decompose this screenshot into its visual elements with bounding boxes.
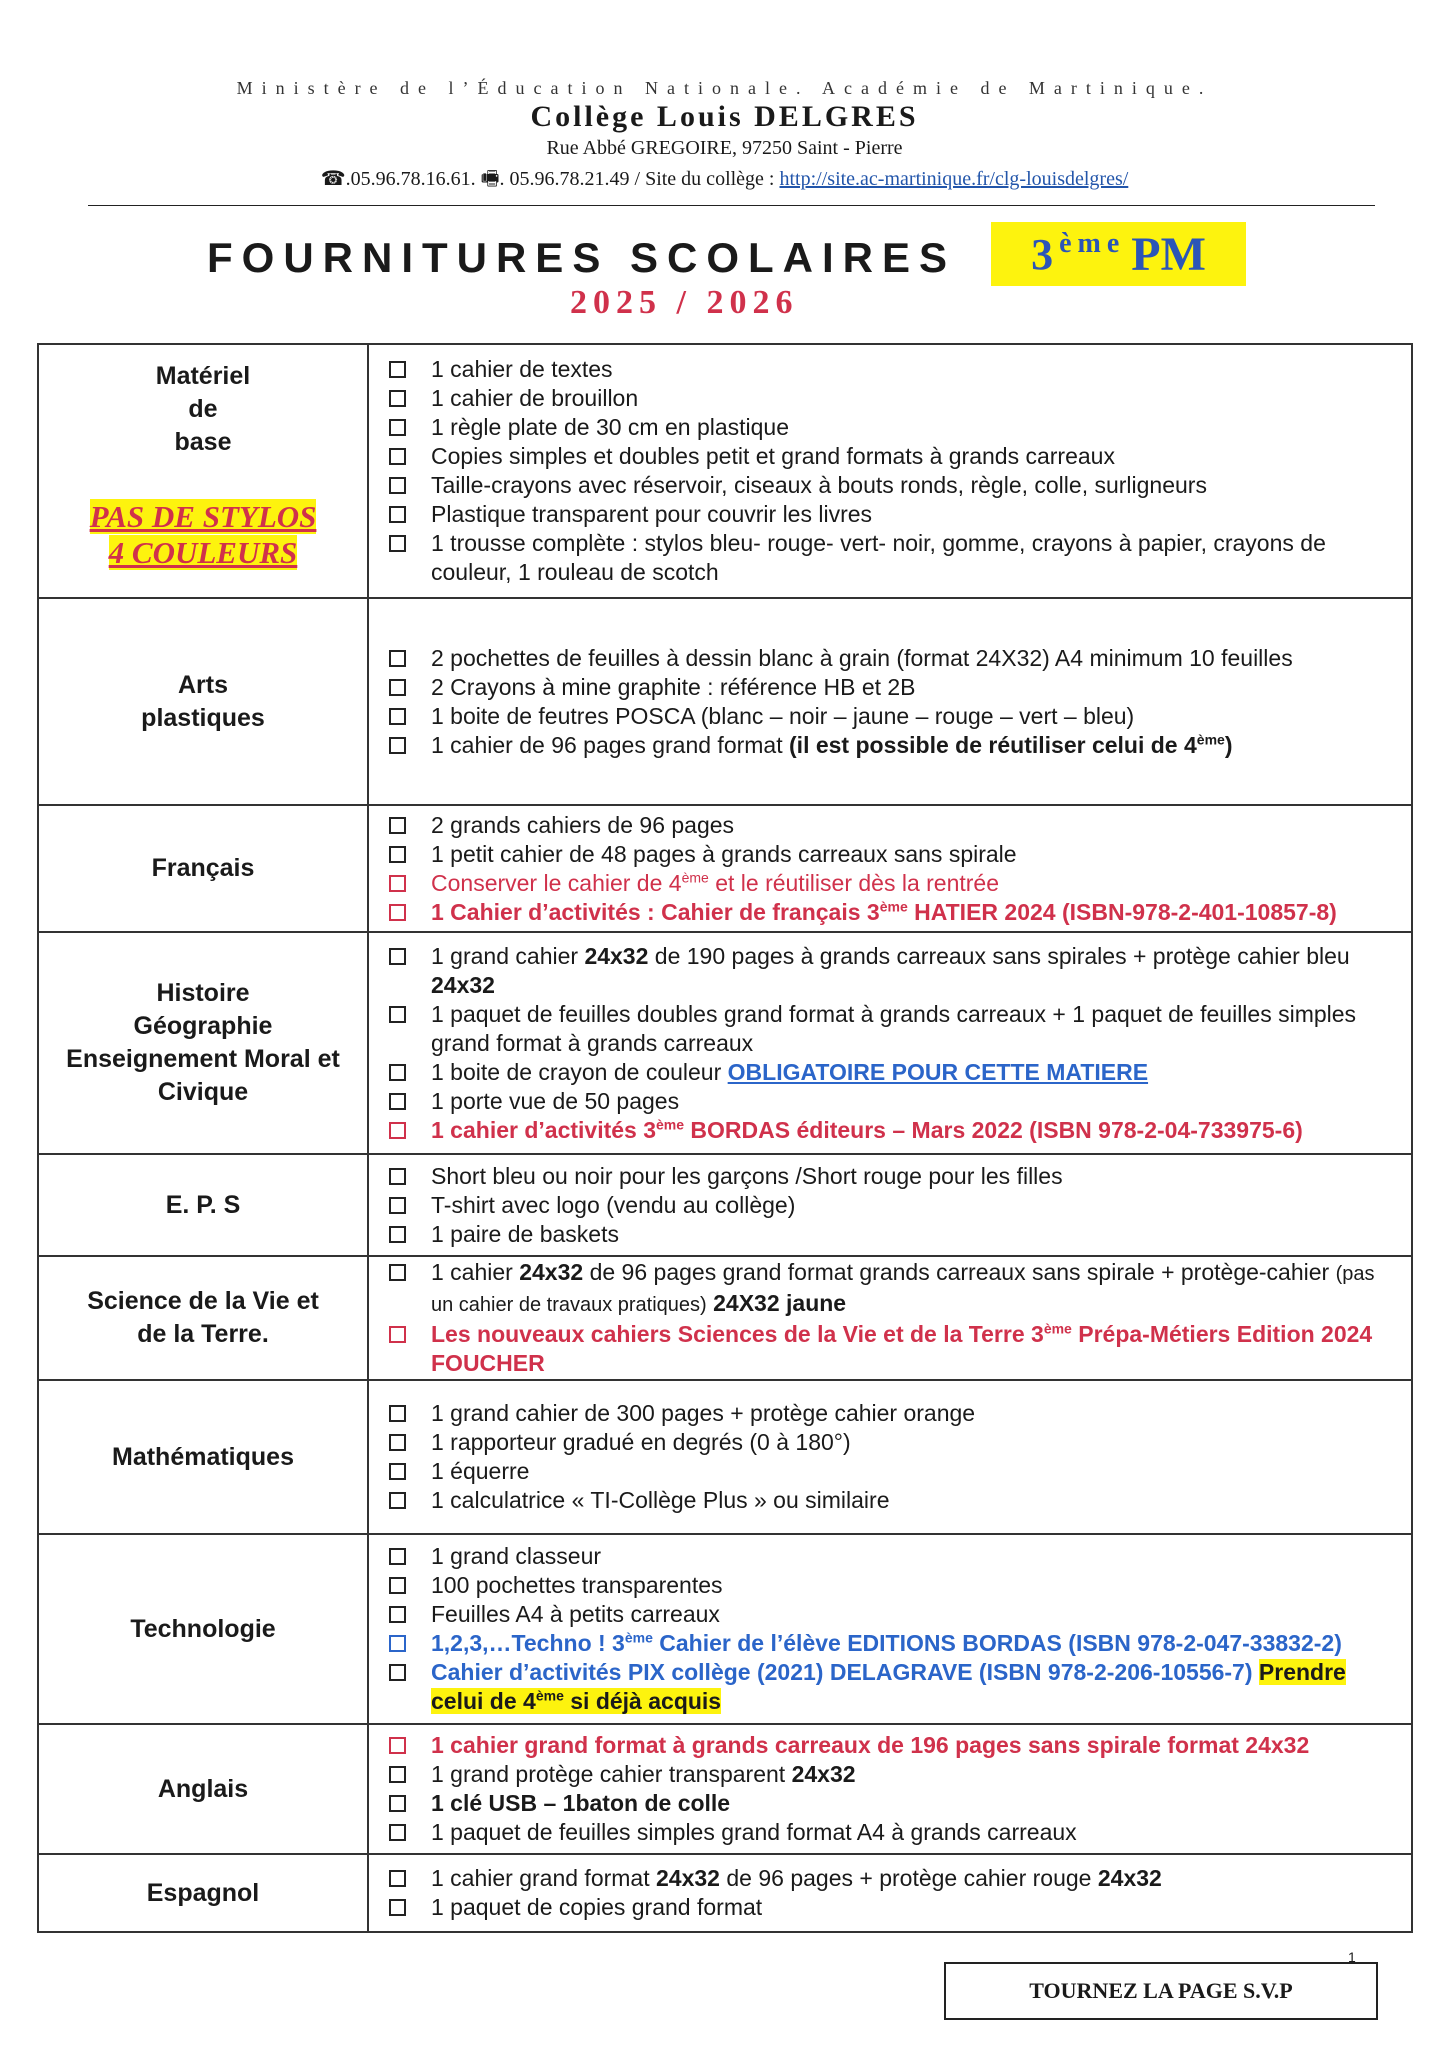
checkbox[interactable]: [389, 1326, 406, 1343]
checkbox[interactable]: [389, 1824, 406, 1841]
subject-line: Géographie: [133, 1012, 273, 1040]
list-item: 1 rapporteur gradué en degrés (0 à 180°): [369, 1428, 1411, 1457]
list-item: Conserver le cahier de 4ème et le réutiliser dès la rentrée: [369, 869, 1411, 898]
checkbox[interactable]: [389, 1264, 406, 1281]
row-francais: [38, 805, 1412, 932]
list-item: 1 calculatrice « TI-Collège Plus » ou similaire: [369, 1486, 1411, 1515]
site-link[interactable]: http://site.ac-martinique.fr/clg-louisdelgres/: [779, 168, 1129, 190]
list-item: T-shirt avec logo (vendu au collège): [369, 1191, 1411, 1220]
subject-maths: Mathématiques: [38, 1380, 368, 1534]
checkbox[interactable]: [389, 846, 406, 863]
list-item: 1 cahier de brouillon: [369, 384, 1411, 413]
phone-number: ☎.05.96.78.16.61.: [320, 168, 476, 190]
items-arts-plastiques: [368, 598, 1412, 805]
checkbox[interactable]: [389, 1492, 406, 1509]
row-maths: [38, 1380, 1412, 1534]
checkbox[interactable]: [389, 1766, 406, 1783]
items-materiel-base: [368, 344, 1412, 598]
list-item: 1 règle plate de 30 cm en plastique: [369, 413, 1411, 442]
list-item: 1 cahier de textes: [369, 355, 1411, 384]
school-year: 2025 / 2026: [570, 284, 799, 321]
row-materiel-base: [38, 344, 1412, 598]
subject-line: de la Terre.: [137, 1320, 269, 1348]
list-item: Taille-crayons avec réservoir, ciseaux à bouts ronds, règle, colle, surligneurs: [369, 471, 1411, 500]
list-item: 2 pochettes de feuilles à dessin blanc à grain (format 24X32) A4 minimum 10 feuilles: [369, 644, 1411, 673]
checkbox[interactable]: [389, 1870, 406, 1887]
checkbox[interactable]: [389, 477, 406, 494]
list-item: 1 paquet de feuilles simples grand format A4 à grands carreaux: [369, 1818, 1411, 1847]
subject-francais: Français: [38, 805, 368, 932]
items-espagnol: [368, 1854, 1412, 1932]
list-item: 1 grand protège cahier transparent 24x32: [369, 1760, 1411, 1789]
list-item: 1 grand cahier 24x32 de 190 pages à grands carreaux sans spirales + protège cahier bleu 24x32: [369, 942, 1411, 1000]
subject-line: de: [188, 395, 218, 423]
items-maths: [368, 1380, 1412, 1534]
subject-line: base: [174, 428, 232, 456]
site-label: / Site du collège :: [629, 168, 780, 190]
checkbox[interactable]: [389, 817, 406, 834]
list-item: 1 paquet de feuilles doubles grand format à grands carreaux + 1 paquet de feuilles simples grand format à grands carreaux: [369, 1000, 1411, 1058]
row-espagnol: [38, 1854, 1412, 1932]
list-item: 1 grand classeur: [369, 1542, 1411, 1571]
checkbox[interactable]: [389, 506, 406, 523]
checkbox[interactable]: [389, 1197, 406, 1214]
list-item: Copies simples et doubles petit et grand formats à grands carreaux: [369, 442, 1411, 471]
grade-class: PM: [1131, 227, 1206, 281]
mandatory-note: OBLIGATOIRE POUR CETTE MATIERE: [727, 1058, 1149, 1085]
checkbox[interactable]: [389, 361, 406, 378]
checkbox[interactable]: [389, 948, 406, 965]
checkbox[interactable]: [389, 1168, 406, 1185]
checkbox[interactable]: [389, 875, 406, 892]
checkbox[interactable]: [389, 1405, 406, 1422]
checkbox[interactable]: [389, 1635, 406, 1652]
subject-line: plastiques: [141, 703, 265, 732]
checkbox[interactable]: [389, 1795, 406, 1812]
subject-line: Matériel: [155, 362, 251, 390]
page-number: 1: [1348, 1949, 1356, 1965]
ministere-line: Ministère de l’Éducation Nationale. Académie de Martinique.: [236, 78, 1213, 98]
subject-arts-plastiques: [38, 598, 368, 805]
subject-technologie: Technologie: [38, 1534, 368, 1724]
checkbox[interactable]: [389, 1737, 406, 1754]
checkbox[interactable]: [389, 1064, 406, 1081]
subject-anglais: Anglais: [38, 1724, 368, 1854]
list-item: 2 Crayons à mine graphite : référence HB et 2B: [369, 673, 1411, 702]
header-divider: [88, 205, 1375, 206]
checkbox[interactable]: [389, 535, 406, 552]
supplies-table: [37, 343, 1413, 1933]
college-address: Rue Abbé GREGOIRE, 97250 Saint - Pierre: [546, 137, 903, 159]
checkbox[interactable]: [389, 448, 406, 465]
row-anglais: [38, 1724, 1412, 1854]
subject-line: Enseignement Moral et: [66, 1045, 340, 1073]
checkbox[interactable]: [389, 1899, 406, 1916]
subject-materiel-base: [38, 344, 368, 598]
list-item: 1 Cahier d’activités : Cahier de français 3ème HATIER 2024 (ISBN-978-2-401-10857-8): [369, 898, 1411, 927]
subject-espagnol: Espagnol: [38, 1854, 368, 1932]
page-title: FOURNITURES SCOLAIRES: [207, 234, 957, 281]
list-item: 1 clé USB – 1baton de colle: [369, 1789, 1411, 1818]
subject-line: Civique: [157, 1078, 249, 1106]
subject-eps: E. P. S: [38, 1154, 368, 1256]
subject-line: Science de la Vie et: [87, 1287, 319, 1315]
checkbox[interactable]: [389, 419, 406, 436]
checkbox[interactable]: [389, 650, 406, 667]
checkbox[interactable]: [389, 390, 406, 407]
checkbox[interactable]: [389, 1006, 406, 1023]
list-item: 1 cahier de 96 pages grand format (il est possible de réutiliser celui de 4ème): [369, 731, 1411, 760]
checkbox[interactable]: [389, 1548, 406, 1565]
subject-line: Arts: [177, 670, 228, 699]
row-histoire-geo: [38, 932, 1412, 1154]
row-technologie: [38, 1534, 1412, 1724]
list-item: 100 pochettes transparentes: [369, 1571, 1411, 1600]
list-item: 1 cahier grand format 24x32 de 96 pages + protège cahier rouge 24x32: [369, 1864, 1411, 1893]
list-item: 1 équerre: [369, 1457, 1411, 1486]
list-item: 1 paquet de copies grand format: [369, 1893, 1411, 1922]
checkbox[interactable]: [389, 737, 406, 754]
grade-suffix: ème: [1059, 228, 1126, 259]
row-svt: [38, 1256, 1412, 1380]
list-item: Feuilles A4 à petits carreaux: [369, 1600, 1411, 1629]
checkbox[interactable]: [389, 708, 406, 725]
list-item: 1 grand cahier de 300 pages + protège cahier orange: [369, 1399, 1411, 1428]
row-eps: [38, 1154, 1412, 1256]
list-item: 2 grands cahiers de 96 pages: [369, 811, 1411, 840]
list-item: 1 trousse complète : stylos bleu- rouge- vert- noir, gomme, crayons à papier, crayons de couleur, 1 rouleau de scotch: [369, 529, 1411, 587]
checkbox[interactable]: [389, 1226, 406, 1243]
list-item: Plastique transparent pour couvrir les livres: [369, 500, 1411, 529]
list-item: 1 cahier d’activités 3ème BORDAS éditeurs – Mars 2022 (ISBN 978-2-04-733975-6): [369, 1116, 1411, 1145]
list-item: Les nouveaux cahiers Sciences de la Vie et de la Terre 3ème Prépa-Métiers Edition 2024 FOUCHER: [369, 1320, 1411, 1378]
fax-number: 🖷. 05.96.78.21.49: [480, 168, 630, 190]
list-item: 1 boite de feutres POSCA (blanc – noir – jaune – rouge – vert – bleu): [369, 702, 1411, 731]
highlight-note: Prendre celui de 4ème si déjà acquis: [431, 1659, 1346, 1714]
list-item: 1 paire de baskets: [369, 1220, 1411, 1249]
warning-line-1: PAS DE STYLOS: [89, 499, 317, 534]
turn-page-box: TOURNEZ LA PAGE S.V.P: [944, 1962, 1378, 2020]
items-svt: [368, 1256, 1412, 1380]
checkbox[interactable]: [389, 1122, 406, 1139]
row-arts-plastiques: [38, 598, 1412, 805]
list-item: Short bleu ou noir pour les garçons /Short rouge pour les filles: [369, 1162, 1411, 1191]
list-item: 1 petit cahier de 48 pages à grands carreaux sans spirale: [369, 840, 1411, 869]
checkbox[interactable]: [389, 679, 406, 696]
grade-badge: [991, 222, 1246, 286]
subject-line: Histoire: [156, 979, 250, 1007]
list-item: 1 boite de crayon de couleur OBLIGATOIRE POUR CETTE MATIERE: [369, 1058, 1411, 1087]
checkbox[interactable]: [389, 1606, 406, 1623]
list-item: Cahier d’activités PIX collège (2021) DELAGRAVE (ISBN 978-2-206-10556-7) Prendre celui de 4ème si déjà acquis: [369, 1658, 1411, 1716]
items-technologie: [368, 1534, 1412, 1724]
no-4-color-pens-warning: [90, 499, 317, 571]
grade-number: 3: [1031, 229, 1054, 279]
contact-line: [0, 164, 1449, 198]
checkbox[interactable]: [389, 1093, 406, 1110]
checkbox[interactable]: [389, 1463, 406, 1480]
college-name: Collège Louis DELGRES: [530, 100, 919, 133]
checkbox[interactable]: [389, 1664, 406, 1681]
subject-svt: [38, 1256, 368, 1380]
checkbox[interactable]: [389, 1434, 406, 1451]
items-eps: [368, 1154, 1412, 1256]
items-francais: [368, 805, 1412, 932]
items-histoire-geo: [368, 932, 1412, 1154]
list-item: 1 cahier grand format à grands carreaux de 196 pages sans spirale format 24x32: [369, 1731, 1411, 1760]
checkbox[interactable]: [389, 904, 406, 921]
list-item: 1,2,3,…Techno ! 3ème Cahier de l’élève EDITIONS BORDAS (ISBN 978-2-047-33832-2): [369, 1629, 1411, 1658]
checkbox[interactable]: [389, 1577, 406, 1594]
items-anglais: [368, 1724, 1412, 1854]
list-item: 1 porte vue de 50 pages: [369, 1087, 1411, 1116]
list-item: 1 cahier 24x32 de 96 pages grand format grands carreaux sans spirale + protège-cahier (pas un cahier de travaux pratiques) 24X32 jaune: [369, 1258, 1411, 1320]
warning-line-2: 4 COULEURS: [108, 535, 298, 570]
subject-histoire-geo: [38, 932, 368, 1154]
